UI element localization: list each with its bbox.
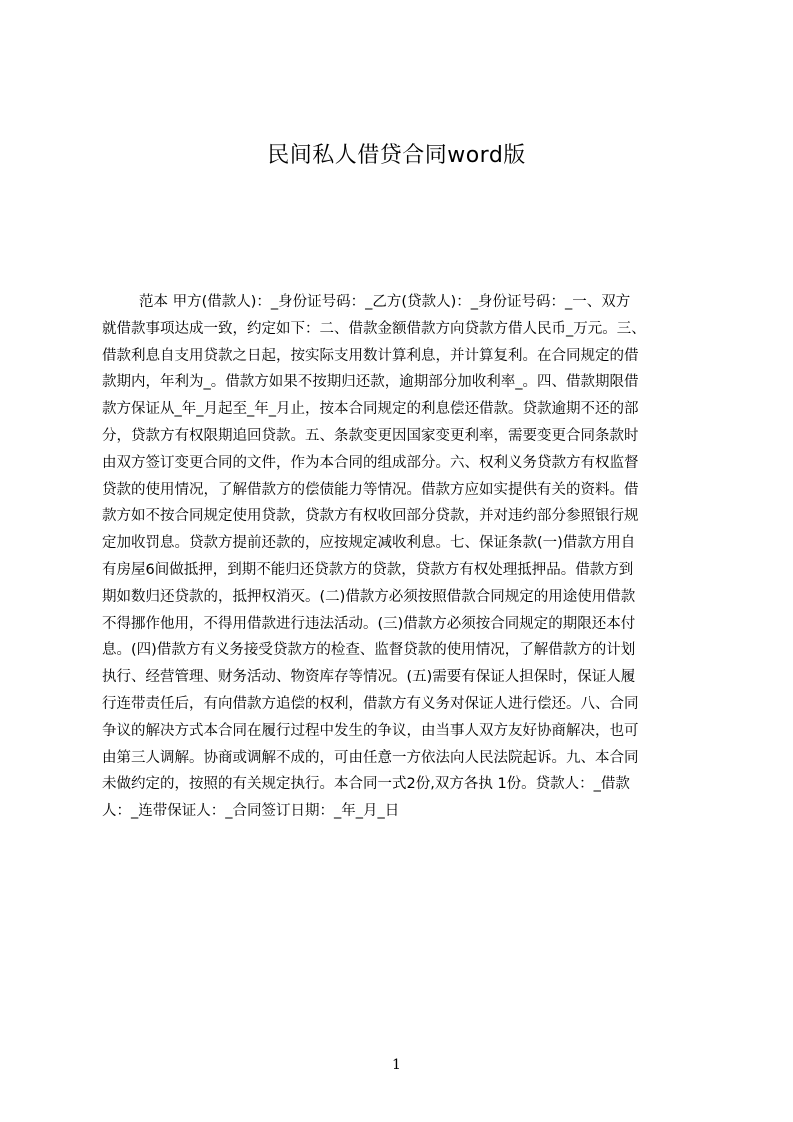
body-line: 定加收罚息。贷款方提前还款的，应按规定减收利息。七、保证条款(一)借款方用自 — [102, 535, 636, 552]
body-line: 未做约定的，按照的有关规定执行。本合同一式2份,双方各执 1份。贷款人：_借款 — [102, 776, 630, 793]
body-line: 有房屋6间做抵押，到期不能归还贷款方的贷款，贷款方有权处理抵押品。借款方到 — [102, 561, 634, 578]
body-line: 人：_连带保证人：_合同签订日期：_年_月_日 — [102, 803, 400, 820]
body-line: 争议的解决方式本合同在履行过程中发生的争议，由当事人双方友好协商解决，也可 — [102, 722, 639, 739]
body-line: 由双方签订变更合同的文件，作为本合同的组成部分。六、权利义务贷款方有权监督 — [102, 454, 639, 471]
document-title: 民间私人借贷合同word版 — [267, 143, 526, 168]
body-line: 由第三人调解。协商或调解不成的，可由任意一方依法向人民法院起诉。九、本合同 — [102, 749, 639, 766]
body-line: 不得挪作他用，不得用借款进行违法活动。(三)借款方必须按合同规定的期限还本付 — [102, 615, 636, 632]
body-line: 分，贷款方有权限期追回贷款。五、条款变更因国家变更利率，需要变更合同条款时 — [102, 427, 639, 444]
body-line: 执行、经营管理、财务活动、物资库存等情况。(五)需要有保证人担保时，保证人履 — [102, 669, 636, 686]
body-line: 借款利息自支用贷款之日起，按实际支用数计算利息，并计算复利。在合同规定的借 — [102, 347, 639, 364]
body-line: 贷款的使用情况，了解借款方的偿债能力等情况。借款方应如实提供有关的资料。借 — [102, 481, 639, 498]
body-line: 款期内，年利为_。借款方如果不按期归还款，逾期部分加收利率_。四、借款期限借 — [102, 374, 639, 391]
document-body — [102, 289, 699, 825]
body-line: 行连带责任后，有向借款方追偿的权利，借款方有义务对保证人进行偿还。八、合同 — [102, 695, 639, 712]
body-line: 款方保证从_年_月起至_年_月止，按本合同规定的利息偿还借款。贷款逾期不还的部 — [102, 401, 639, 418]
body-line: 息。(四)借款方有义务接受贷款方的检查、监督贷款的使用情况，了解借款方的计划 — [102, 642, 636, 659]
body-line: 范本 甲方(借款人)：_身份证号码：_乙方(贷款人)：_身份证号码：_一、双方 — [139, 294, 631, 310]
body-line: 就借款事项达成一致，约定如下：二、借款金额借款方向贷款方借人民币_万元。三、 — [102, 320, 646, 337]
page-number: 1 — [392, 1057, 401, 1073]
body-line: 款方如不按合同规定使用贷款，贷款方有权收回部分贷款，并对违约部分参照银行规 — [102, 508, 639, 525]
body-line: 期如数归还贷款的，抵押权消灭。(二)借款方必须按照借款合同规定的用途使用借款 — [102, 588, 636, 605]
